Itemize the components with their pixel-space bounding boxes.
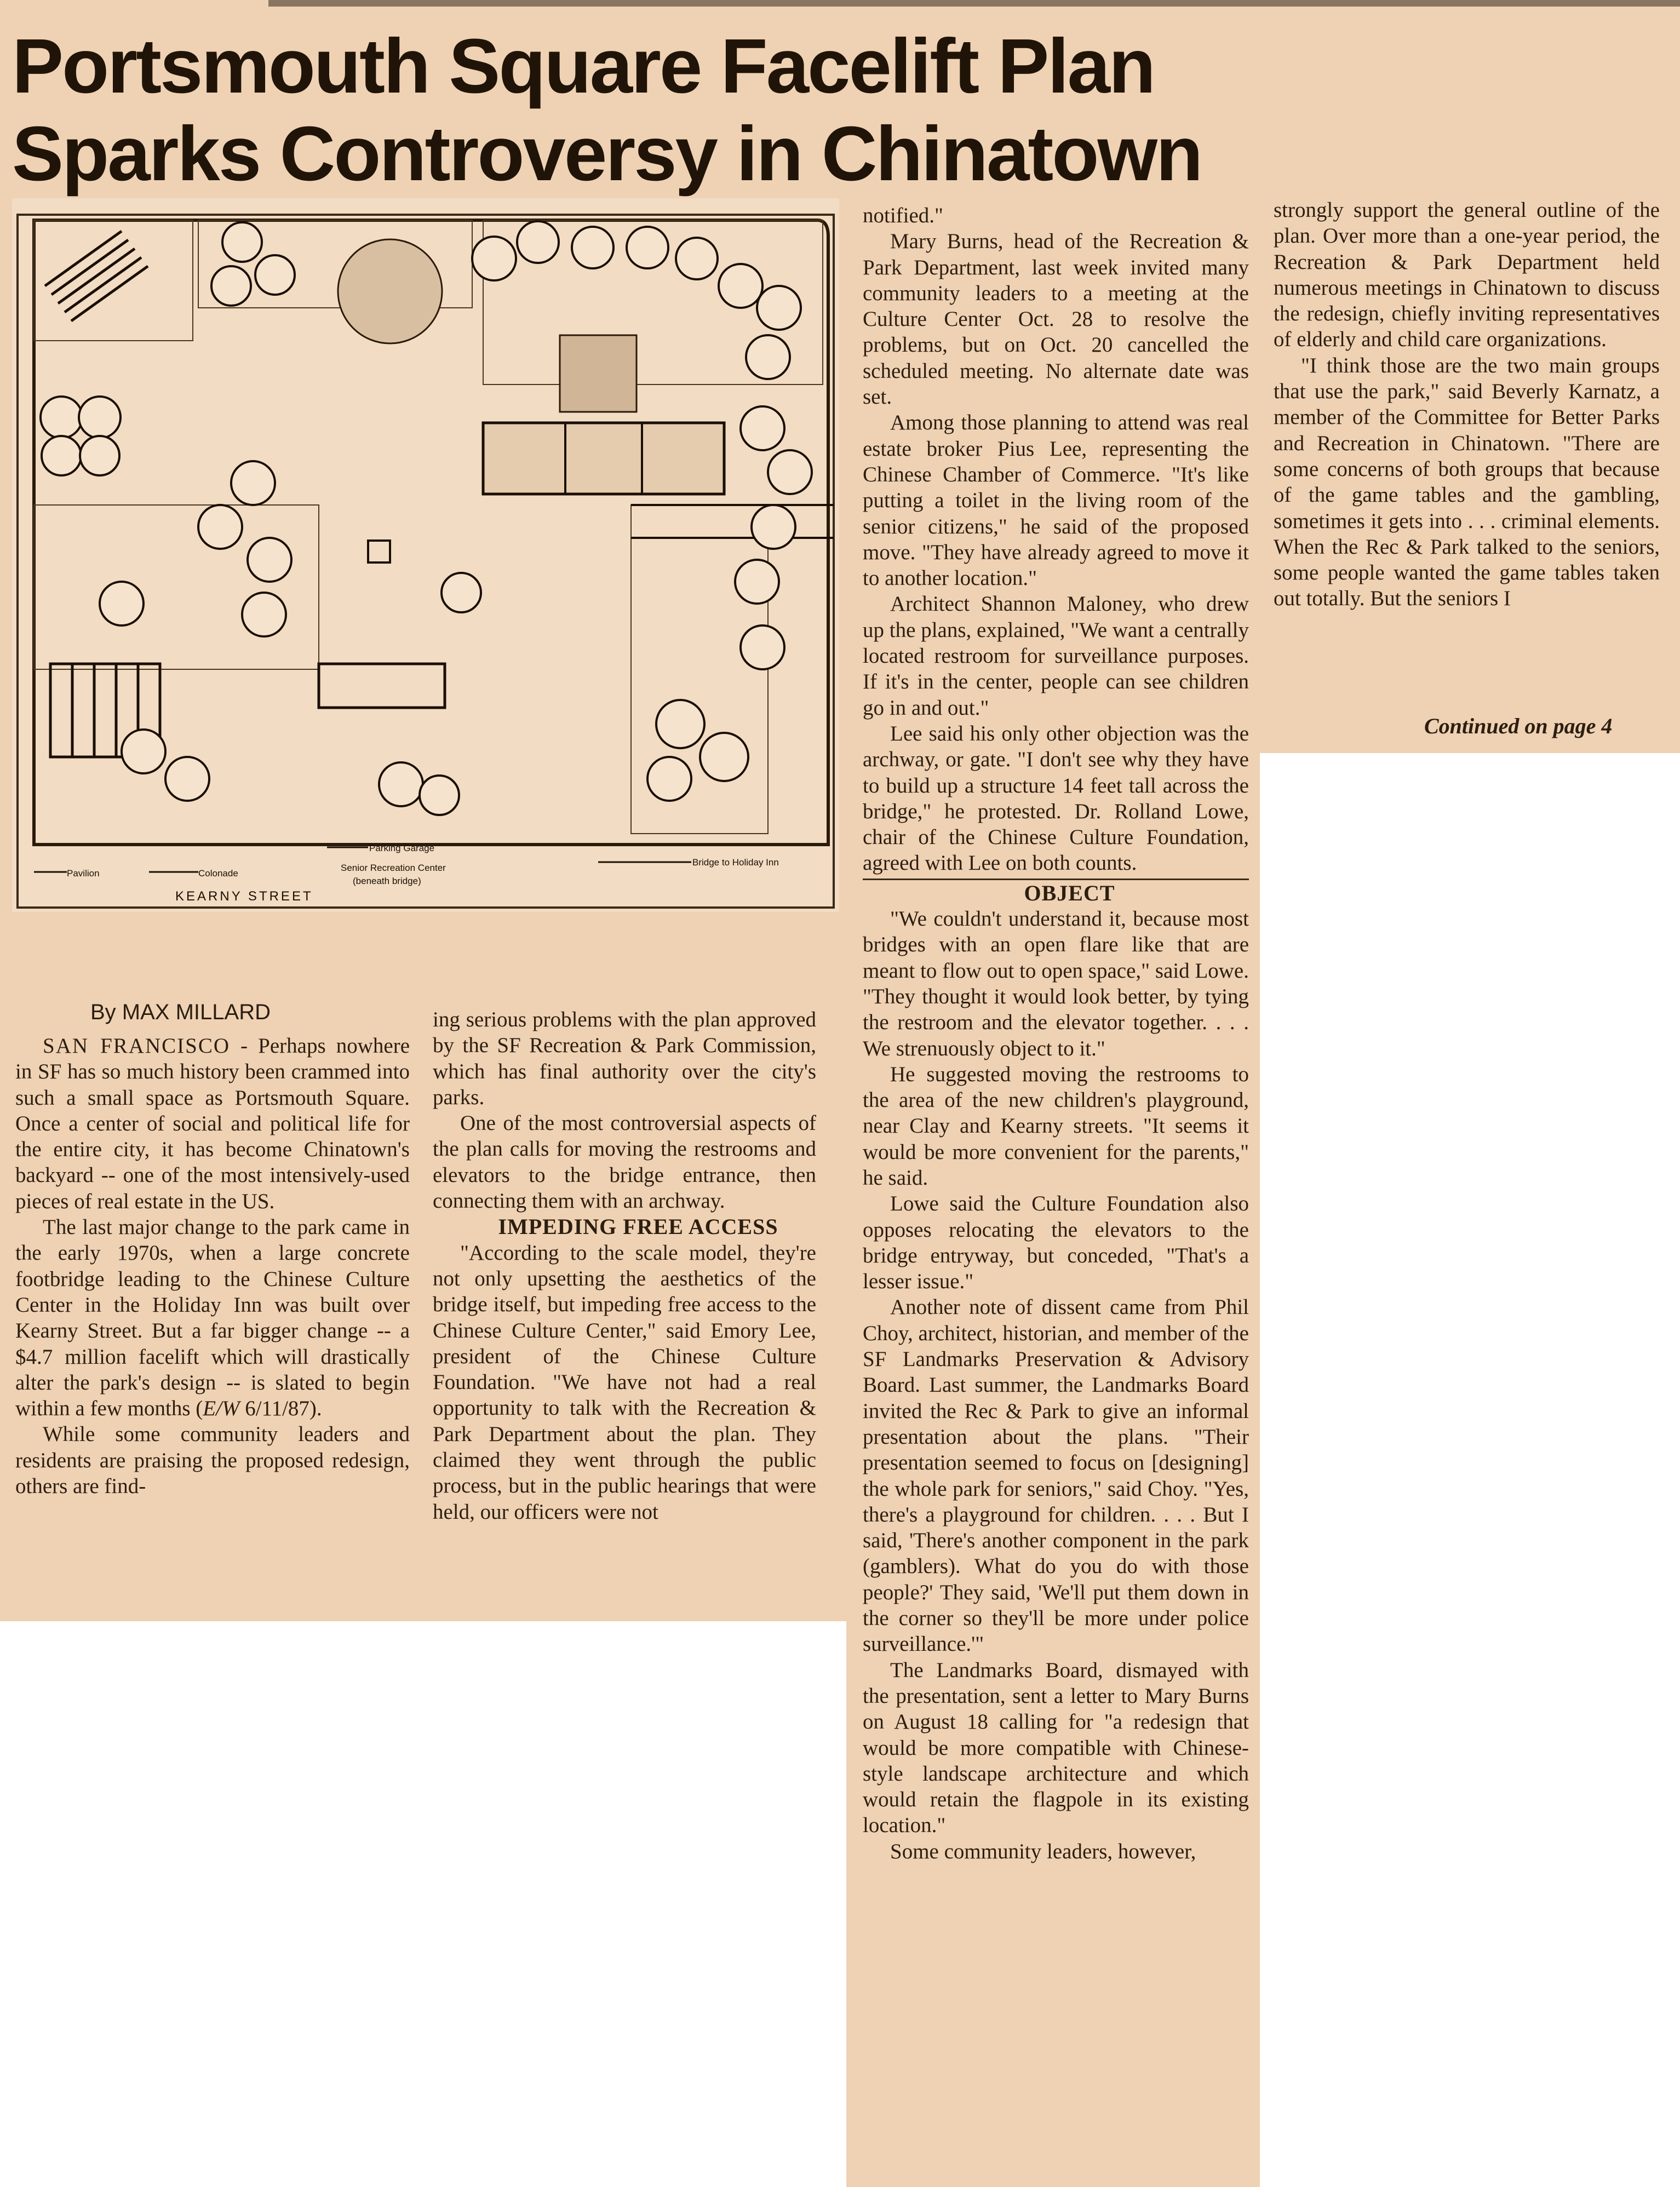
col3-paragraph-8: Lowe said the Culture Foundation also opposes relocating the elevators to the bridge entryway, but conceded, "That's a lesser issue.": [863, 1192, 1249, 1294]
headline-line1: Portsmouth Square Facelift Plan: [12, 22, 1155, 109]
col4-paragraph-2: "I think those are the two main groups that use the park," said Beverly Karnatz, a member of the Committee for Better Parks and Recreation in Chinatown. "There are some concerns of both groups that because of the game tables and the gambling, sometimes it gets into . . . criminal elements. When the Rec & Park talked to the seniors, some people wanted the game tables taken out totally. But the seniors I: [1274, 353, 1660, 611]
label-senior-center-sub: (beneath bridge): [353, 876, 421, 886]
col3-paragraph-3: Among those planning to attend was real estate broker Pius Lee, representing the Chinese Chamber of Commerce. "It's like putting a toilet in the living room of the senior citizens," he said of the proposed move. "They have already agreed to move it to another location.": [863, 411, 1249, 590]
label-kearny-street: KEARNY STREET: [175, 889, 313, 904]
site-plan-illustration: [12, 198, 839, 912]
headline: [12, 22, 1272, 197]
col4-paragraph-1: strongly support the general outline of the plan. Over more than a one-year period, the Recreation & Park Department held numerous meetings in Chinatown to discuss the redesign, chiefly inviting representatives of elderly and child care organizations.: [1274, 198, 1660, 352]
top-rule: [268, 0, 1680, 7]
col3-paragraph-7: He suggested moving the restrooms to the area of the new children's playground, near Clay and Kearny streets. "It seems it would be more convenient for the parents," he said.: [863, 1062, 1249, 1190]
label-pavilion: Pavilion: [67, 868, 100, 879]
col2-paragraph-2: One of the most controversial aspects of the plan calls for moving the restrooms and elevators to the bridge entrance, then connecting them with an archway.: [433, 1111, 816, 1213]
col3-paragraph-5: Lee said his only other objection was the archway, or gate. "I don't see why they have to build up a structure 14 feet tall across the bridge," he protested. Dr. Rolland Lowe, chair of the Chinese Culture Foundation, agreed with Lee on both counts.: [863, 721, 1249, 875]
col3-paragraph-2: Mary Burns, head of the Recreation & Park Department, last week invited many community leaders to a meeting at the Culture Center Oct. 28 to resolve the problems, but on Oct. 20 cancelled the scheduled meeting. No alternate date was set.: [863, 229, 1249, 409]
article-column-2: [433, 1007, 816, 1525]
col3-paragraph-6: "We couldn't understand it, because most bridges with an open flare like that are meant to flow out to open space," said Lowe. "They thought it would look better, by tying the restroom and the elevator together. . . . We strenuously object to it.": [863, 907, 1249, 1060]
label-colonade: Colonade: [198, 868, 238, 879]
col1-paragraph-3: While some community leaders and residents are praising the proposed redesign, others are find-: [15, 1422, 410, 1499]
col1-citation: E/W: [203, 1397, 240, 1421]
col3-paragraph-4: Architect Shannon Maloney, who drew up the plans, explained, "We want a centrally located restroom for surveillance purposes. If it's in the center, people can see children go in and out.": [863, 592, 1249, 720]
article-column-3: [863, 203, 1249, 1864]
subhead-impeding-free-access: IMPEDING FREE ACCESS: [498, 1214, 778, 1239]
continued-on-page: Continued on page 4: [1424, 714, 1613, 738]
col1-paragraph-1: - Perhaps nowhere in SF has so much history been crammed into such a small space as Portsmouth Square. Once a center of social and political life for the entire city, it has become Chinatown's backyard -- one of the most intensively-used pieces of real estate in the US.: [15, 1034, 410, 1213]
col2-paragraph-3: "According to the scale model, they're not only upsetting the aesthetics of the bridge itself, but impeding free access to the Chinese Culture Center," said Emory Lee, president of the Chinese Culture Foundation. "We have not had a real opportunity to talk with the Recreation & Park Department about the plan. They claimed they went through the public process, but in the public hearings that were held, our officers were not: [433, 1241, 816, 1524]
grid-square: [560, 335, 637, 412]
col3-paragraph-9: Another note of dissent came from Phil Choy, architect, historian, and member of the SF Landmarks Preservation & Advisory Board. Last summer, the Landmarks Board invited the Rec & Park to give an informal presentation about the plans. "Their presentation seemed to focus on [designing] the whole park for seniors," said Choy. "Yes, there's a playground for children. . . . But I said, 'There's another component in the park (gamblers). What do you do with those people?' They said, 'We'll put them down in the corner so they'll be more under police surveillance.'": [863, 1295, 1249, 1656]
dateline: SAN FRANCISCO: [43, 1034, 231, 1058]
label-bridge: Bridge to Holiday Inn: [692, 857, 779, 868]
subhead-object: OBJECT: [1024, 880, 1115, 905]
headline-line2: Sparks Controversy in Chinatown: [12, 110, 1202, 197]
restroom-building: [483, 423, 724, 494]
col2-paragraph-1: ing serious problems with the plan approved by the SF Recreation & Park Commission, which has final authority over the city's parks.: [433, 1008, 816, 1109]
col3-paragraph-11: Some community leaders, however,: [890, 1839, 1196, 1863]
article-column-4: [1274, 197, 1660, 612]
label-parking-garage: Parking Garage: [369, 843, 435, 853]
label-senior-center: Senior Recreation Center: [341, 863, 446, 873]
byline: By MAX MILLARD: [90, 1000, 271, 1024]
col1-paragraph-2a: The last major change to the park came in the early 1970s, when a large concrete footbridge leading to the Chinese Culture Center in the Holiday Inn was built over Kearny Street. But a far bigger change -- a $4.7 million facelift which will drastically alter the park's design -- is slated to begin within a few months (: [15, 1215, 410, 1421]
col1-paragraph-2b: 6/11/87).: [239, 1397, 322, 1421]
col3-paragraph-1: notified.": [863, 204, 943, 227]
col3-paragraph-10: The Landmarks Board, dismayed with the presentation, sent a letter to Mary Burns on August 18 calling for "a redesign that would be more compatible with Chinese-style landscape architecture and which would retain the flagpole in its existing location.": [863, 1658, 1249, 1838]
plaza-circle: [338, 239, 442, 343]
article-column-1: [15, 1033, 410, 1499]
